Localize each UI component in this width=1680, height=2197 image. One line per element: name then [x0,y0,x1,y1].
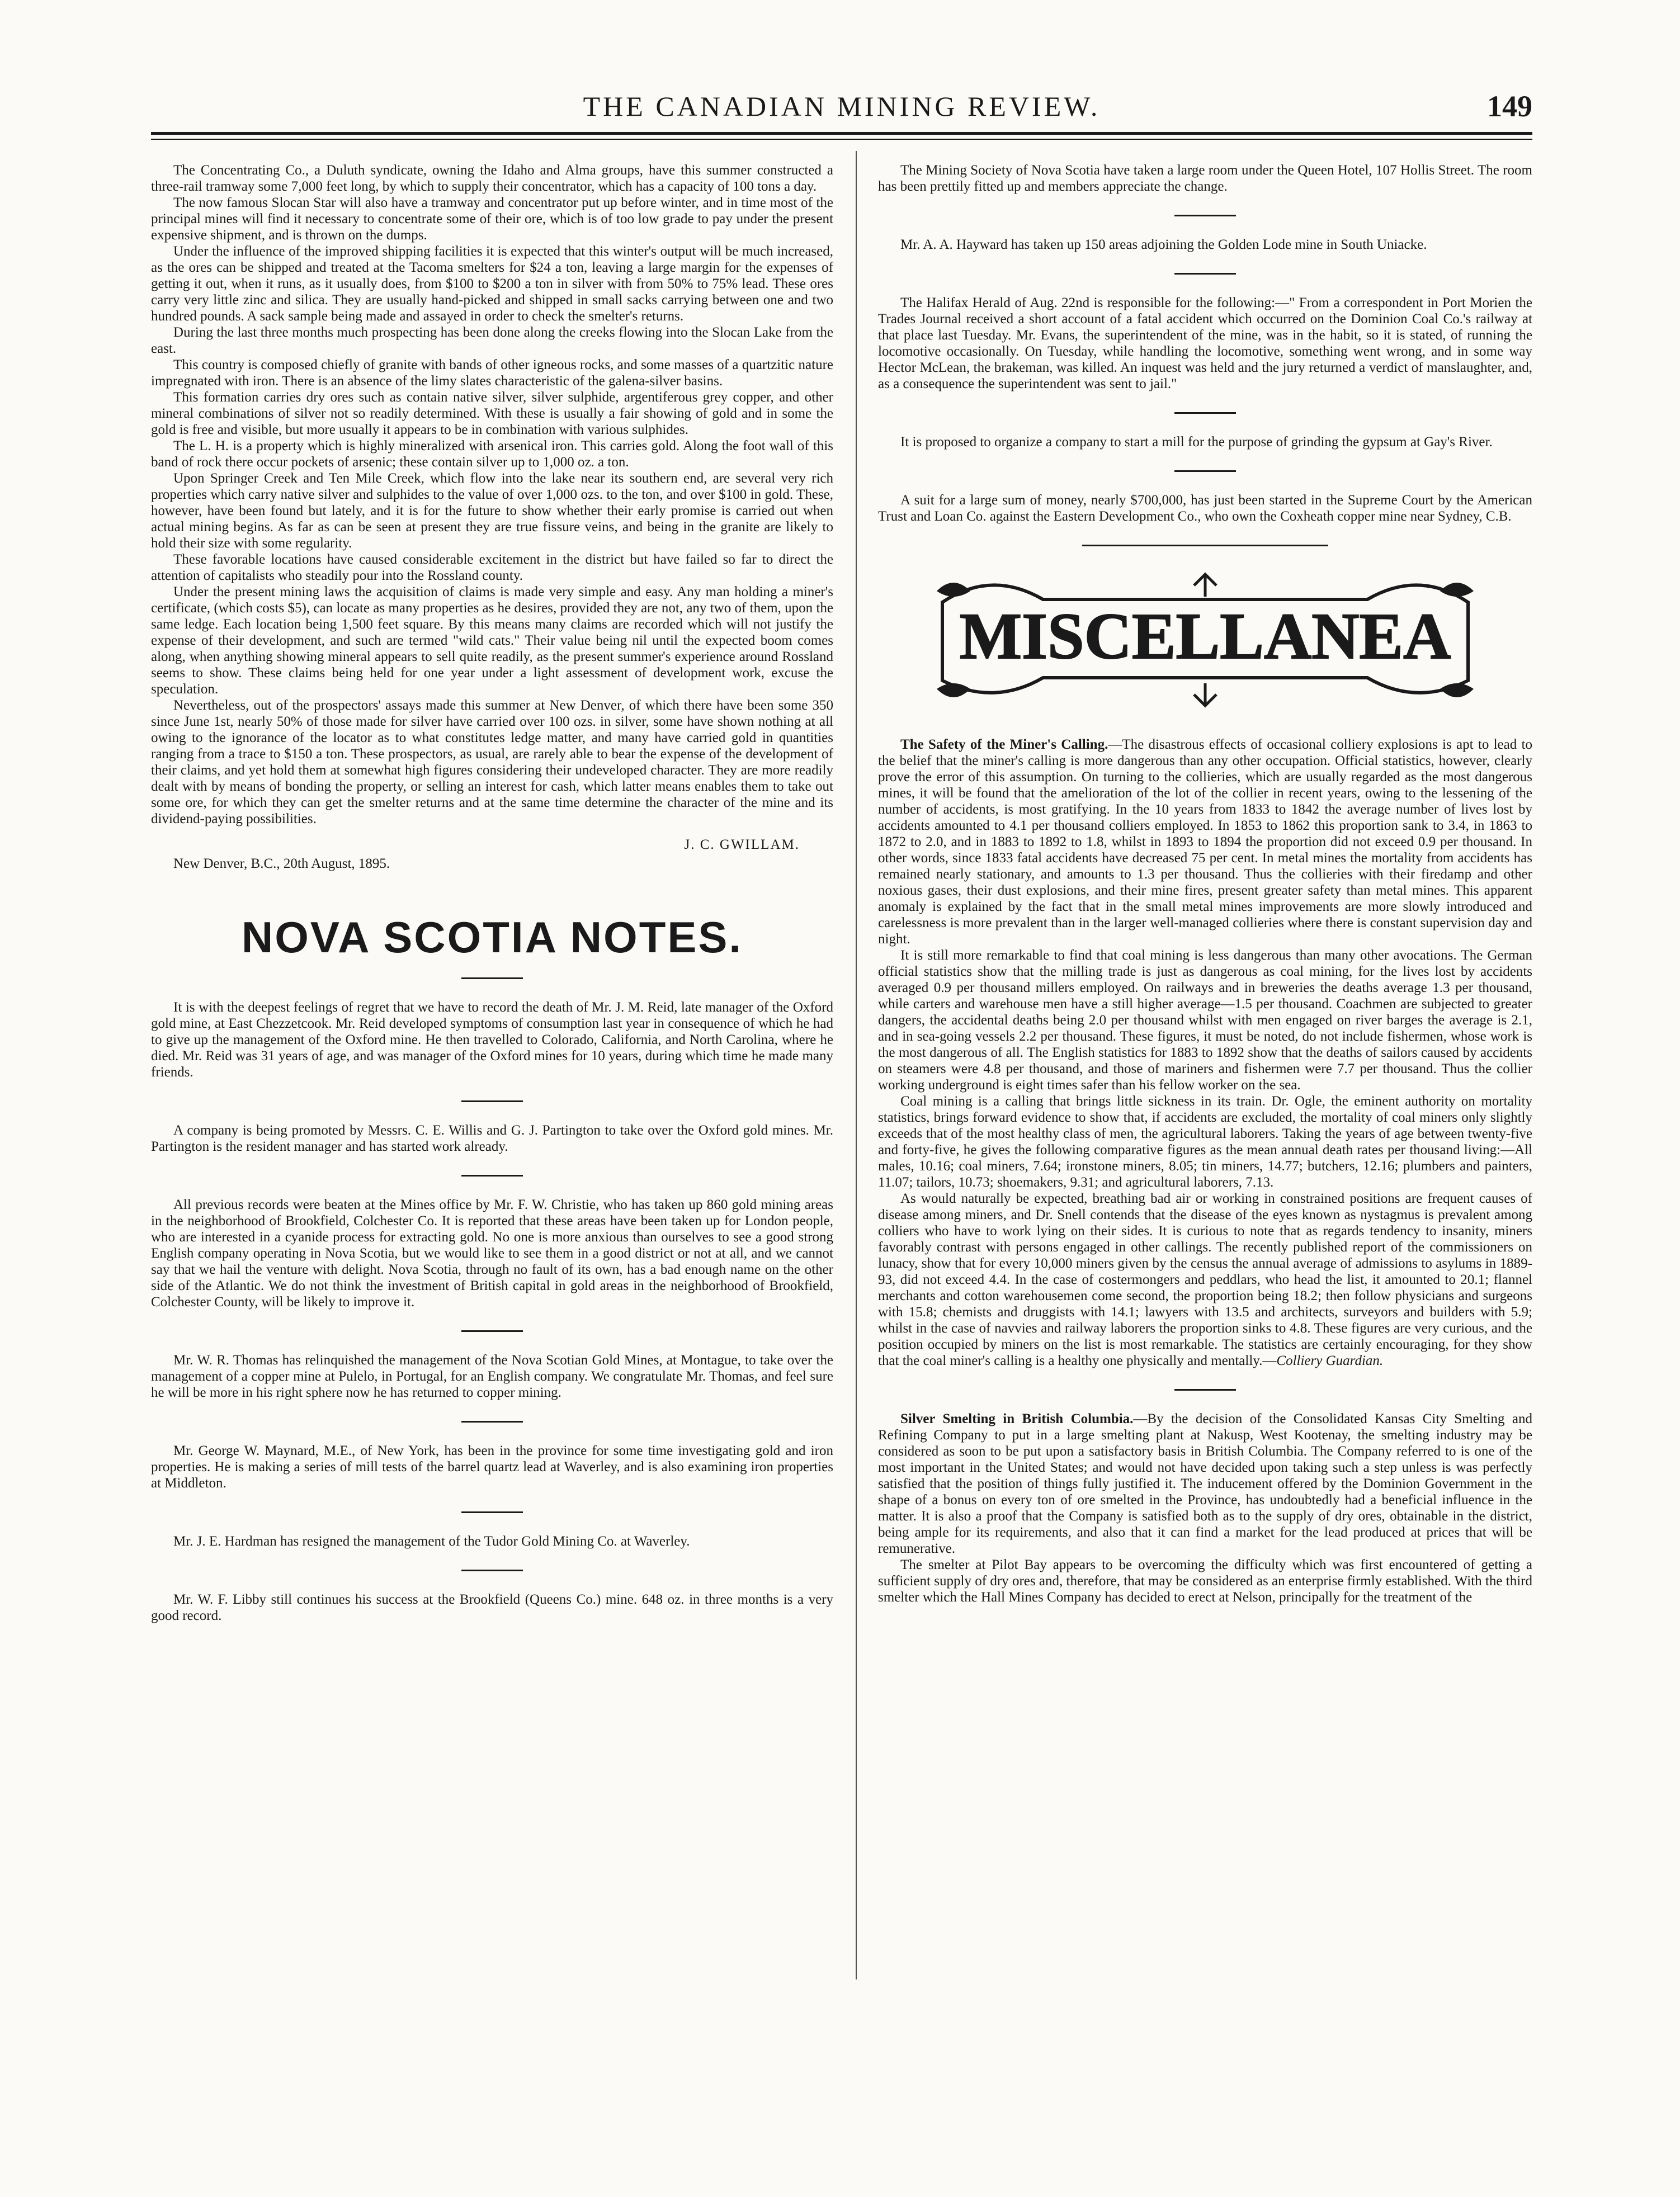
signature-row [151,834,833,878]
article-paragraph: These favorable locations have caused considerable excitement in the district but have failed so far to direct the attention of capitalists who steadily pour into the Rossland county. [151,552,833,583]
item-rule [461,1421,523,1423]
slocan-article [151,162,833,878]
news-item [151,1533,833,1549]
news-item [878,295,1532,392]
news-paragraph: A company is being promoted by Messrs. C. E. Willis and G. J. Partington to take over the Oxford gold mines. Mr. Partington is the resident manager and has started work already. [151,1123,833,1154]
banner-title: MISCELLANEA [959,599,1451,673]
silver-smelting-article [878,1411,1532,1605]
left-column [151,162,833,1644]
item-rule [1174,470,1236,472]
article-paragraph: The Concentrating Co., a Duluth syndicate, owning the Idaho and Alma groups, have this summer constructed a three-rail tramway some 7,000 feet long, by which to supply their concentrator, which has a capacity of 100 tons a day. [151,163,833,194]
news-paragraph: All previous records were beaten at the Mines office by Mr. F. W. Christie, who has taken up 860 gold mining areas in the neighborhood of Brookfield, Colchester Co. It is reported that these areas have been taken up for London people, who are interested in a cyanide process for extracting gold. No one is more anxious than ourselves to see a good strong English company operating in Nova Scotia, but we would like to see them in a good district or not at all, and we cannot say that we hail the venture with delight. Nova Scotia, through no fault of its own, has a bad enough name on the other side of the Atlantic. We do not think the investment of British capital in gold areas in the neighborhood of Brookfield, Colchester County, will be likely to improve it. [151,1197,833,1310]
article-paragraph [878,736,1532,947]
article-text: —The disastrous effects of occasional colliery explosions is apt to lead to the belief that the miner's calling is more dangerous than any other occupation. Official statistics, however, clearly prove the error of this assumption. On turning to the collieries, which are usually regarded as the most dangerous mines, it will be found that the amelioration of the lot of the collier in recent years, owing to the lessening of the number of accidents, is most gratifying. In the 10 years from 1833 to 1842 the average number of lives lost by accidents amounted to 4.1 per thousand colliers employed. In 1853 to 1862 this proportion sank to 3.4, in 1863 to 1872 to 2.0, and in 1883 to 1892 to 1.8, whilst in 1893 to 1894 the proportion did not exceed 0.9 per thousand. In other words, since 1833 fatal accidents have decreased 75 per cent. In metal mines the mortality from accidents has remained nearly stationary, and amounts to 1.3 per thousand. Thus the collieries with their firedamp and other noxious gases, their dust explosions, and their mine fires, present greater safety than metal mines. This apparent anomaly is explained by the fact that in the small metal mines improvements are more slowly introduced and carelessness is more prevalent than in the larger well-managed collieries where there is constant supervision day and night. [878,737,1532,947]
news-paragraph: It is proposed to organize a company to start a mill for the purpose of grinding the gypsum at Gay's River. [900,434,1493,450]
news-item [878,162,1532,195]
article-paragraph: Upon Springer Creek and Ten Mile Creek, which flow into the lake near its southern end, are several very rich properties which carry native silver and sulphides to the value of over 1,000 ozs. to the ton, and over $100 in gold. These, however, have been found but lately, and it is for the future to show whether their early promise is carried out when actual mining begins. As far as can be seen at present they are true fissure veins, and being in the granite are likely to hold their size with some regularity. [151,471,833,551]
miscellanea-banner [931,569,1479,708]
news-item [878,492,1532,525]
page-number: 149 [1487,89,1532,123]
item-rule [461,1511,523,1513]
article-text: —By the decision of the Consolidated Kansas City Smelting and Refining Company to put in a large smelting plant at Nakusp, West Kootenay, the smelting industry may be considered as soon to be put upon a satisfactory basis in British Columbia. The Company referred to is one of the most important in the United States; and would not have decided upon taking such a step unless is was perfectly satisfied that the position of things fully justified it. The inducement offered by the Dominion Government in the shape of a bonus on every ton of ore smelted in the Province, has undoubtedly had a beneficial influence in the matter. It is also a proof that the Company is satisfied both as to the supply of dry ores, obtainable in the district, being ample for its requirements, and also that it can find a market for the lead produced at prices that will be remunerative. [878,1411,1533,1556]
running-header [151,84,1532,129]
article-run-head: The Safety of the Miner's Calling. [900,737,1108,752]
news-paragraph: The Mining Society of Nova Scotia have taken a large room under the Queen Hotel, 107 Hollis Street. The room has been prettily fitted up and members appreciate the change. [878,163,1532,194]
news-paragraph: Mr. W. F. Libby still continues his success at the Brookfield (Queens Co.) mine. 648 oz. in three months is a very good record. [151,1592,833,1623]
article-paragraph: Under the present mining laws the acquisition of claims is made very simple and easy. Any man holding a miner's certificate, (which costs $5), can locate as many properties as he desires, provided they are not, any two of them, upon the same ledge. Each location being 1,500 feet square. By this means many claims are recorded which will not justify the expense of their development, and such are termed "wild cats." Their value being nil until the expected boom comes along, when anything showing mineral appears to sell quite readily, as the present summer's experience around Rossland seems to show. These claims being held for one year under a light assessment of development work, excuse the speculation. [151,584,833,697]
dateline: New Denver, B.C., 20th August, 1895. [173,856,390,871]
item-rule [1174,412,1236,414]
article-paragraph: Coal mining is a calling that brings little sickness in its train. Dr. Ogle, the eminent authority on mortality statistics, brings forward evidence to show that, if accidents are excluded, the mortality of coal miners only slightly exceeds that of the most healthy class of men, the agricultural laborers. Taking the years of age between twenty-five and forty-five, he gives the following comparative figures as the mean annual death rates per thousand living:—All males, 10.16; coal miners, 7.64; ironstone miners, 8.05; tin miners, 14.77; butchers, 12.16; plumbers and painters, 11.07; tailors, 10.73; shoemakers, 9.31; and agricultural laborers, 7.13. [878,1094,1532,1190]
item-rule [461,1100,523,1102]
news-paragraph: Mr. J. E. Hardman has resigned the management of the Tudor Gold Mining Co. at Waverley. [173,1534,690,1549]
nova-scotia-heading: NOVA SCOTIA NOTES. [241,913,743,962]
news-paragraph: A suit for a large sum of money, nearly $700,000, has just been started in the Supreme Court by the American Trust and Loan Co. against the Eastern Development Co., who own the Coxheath copper mine near Sydney, C.B. [878,493,1532,524]
article-text: As would naturally be expected, breathing bad air or working in constrained positions are frequent causes of disease among miners, and Dr. Snell contends that the disease of the eyes known as nystagmus is prevalent among colliers who have to work lying on their sides. It is curious to note that as regards tendency to insanity, miners favorably contrast with persons engaged in other callings. The recently published report of the commissioners on lunacy, show that for every 10,000 miners given by the census the annual average of admissions to asylums in 1889-93, did not exceed 4.4. In the case of costermongers and peddlars, who head the list, it amounted to 20.1; flannel merchants and cotton warehousemen come second, the proportion being 18.2; then follow physicians and surgeons with 15.8; chemists and druggists with 14.1; lawyers with 13.5 and architects, surveyors and builders with 5.9; whilst in the case of navvies and railway laborers the proportion sinks to 4.8. These figures are very curious, and the position occupied by miners on the list is most remarkable. The statistics are certainly encouraging, for they show that the coal miner's calling is a healthy one physically and mentally.— [878,1191,1532,1368]
news-paragraph: It is with the deepest feelings of regret that we have to record the death of Mr. J. M. Reid, late manager of the Oxford gold mine, at East Chezzetcook. Mr. Reid developed symptoms of consumption last year in consequence of which he had to give up the management of the Oxford mine. He then travelled to Colorado, California, and North Carolina, where he died. Mr. Reid was 31 years of age, and was manager of the Oxford mines for 10 years, during which time he made many friends. [151,1000,833,1080]
article-paragraph: The L. H. is a property which is highly mineralized with arsenical iron. This carries gold. Along the foot wall of this band of rock there occur pockets of arsenic; these contain silver up to 1,000 oz. a ton. [151,438,833,470]
right-column [878,162,1532,1626]
article-source: Colliery Guardian. [1276,1353,1384,1368]
section-rule [461,977,523,979]
item-rule [1174,215,1236,216]
journal-title: THE CANADIAN MINING REVIEW. [583,91,1101,122]
item-rule [461,1175,523,1177]
item-rule [1174,273,1236,275]
article-paragraph: Nevertheless, out of the prospectors' assays made this summer at New Denver, of which there have been some 350 since June 1st, nearly 50% of those made for silver have carried over 100 ozs. in silver, some have shown nothing at all owing to the ignorance of the locator as to what constitutes ledge matter, and many have carried gold in quantities ranging from a trace to $150 a ton. These prospectors, as usual, are rarely able to bear the expense of the development of their claims, and yet hold them at somewhat high figures considering their undeveloped character. They are more readily dealt with by means of bonding the property, or selling an interest for cash, which latter means enables them to take out some ore, for which they can get the smelter returns and at the same time determine the character of the mine and its dividend-paying possibilities. [151,698,833,826]
column-divider [856,151,857,1979]
news-item [151,1122,833,1155]
news-item [151,1197,833,1310]
article-paragraph: This formation carries dry ores such as contain native silver, silver sulphide, argentiferous grey copper, and other mineral combinations of silver not so readily determined. With these is usually a fair showing of gold and in some the gold is free and visible, but more usually it appears to be in combination with various sulphides. [151,390,833,437]
article-paragraph: Under the influence of the improved shipping facilities it is expected that this winter's output will be much increased, as the ores can be shipped and treated at the Tacoma smelters for $24 a ton, leaving a large margin for the expenses of getting it out, when it runs, as it usually does, from $100 to $200 a ton in silver with from 50% to 75% lead. These ores carry very little zinc and silica. They are usually hand-picked and shipped in small sacks carrying between one and two hundred pounds. A sack sample being made and assayed in order to check the smelter's returns. [151,244,833,324]
news-paragraph: Mr. W. R. Thomas has relinquished the management of the Nova Scotian Gold Mines, at Montague, to take over the management of a copper mine at Pulelo, in Portugal, for an English company. We congratulate Mr. Thomas, and feel sure he will be more in his right sphere now he has returned to copper mining. [151,1353,833,1400]
safety-article [878,736,1532,1369]
news-item [151,1591,833,1624]
article-paragraph [878,1411,1532,1557]
item-rule [1174,1389,1236,1391]
news-item [878,237,1532,253]
item-rule [461,1330,523,1332]
header-rule-thin [151,139,1532,140]
article-paragraph: It is still more remarkable to find that coal mining is less dangerous than many other avocations. The German official statistics show that the milling trade is just as dangerous as coal mining, for the lives lost by accidents averaged 0.9 per thousand millers employed. On railways and in breweries the deaths average 1.3 per thousand, while carters and warehouse men have a still higher average—1.5 per thousand. Coachmen are subjected to greater dangers, the accidental deaths being 2.0 per thousand whilst with men engaged on river barges the average is 2.1, and in sea-going vessels 2.2 per thousand. These figures, it must be noted, do not include fishermen, whose work is the most dangerous of all. The English statistics for 1883 to 1892 show that the deaths of sailors caused by accidents on steamers were 4.8 per thousand, and those of mariners and fishermen were 7.7 per thousand. Thus the collier working underground is eight times safer than his fellow worker on the sea. [878,948,1532,1093]
news-item [151,999,833,1080]
banner-ornament [931,569,1479,708]
article-paragraph [878,1190,1532,1369]
article-paragraph: This country is composed chiefly of granite with bands of other igneous rocks, and some masses of a quartzitic nature impregnated with iron. There is an absence of the limy slates characteristic of the galena-silver basins. [151,357,833,389]
article-paragraph: The now famous Slocan Star will also have a tramway and concentrator put up before winter, and in time most of the principal mines will find it necessary to concentrate some of their ore, which is of too low grade to pay under the present expensive shipment, and is thrown on the dumps. [151,195,833,243]
news-paragraph: Mr. A. A. Hayward has taken up 150 areas adjoining the Golden Lode mine in South Uniacke. [900,237,1427,252]
news-paragraph: Mr. George W. Maynard, M.E., of New York, has been in the province for some time investigating gold and iron properties. He is making a series of mill tests of the barrel quartz lead at Waverley, and is also examining iron properties at Middleton. [151,1443,833,1491]
news-item [878,434,1532,450]
article-paragraph: The smelter at Pilot Bay appears to be overcoming the difficulty which was first encountered of getting a sufficient supply of dry ores and, therefore, that may be considered as an enterprise firmly established. With the third smelter which the Hall Mines Company has decided to erect at Nelson, principally for the treatment of the [878,1557,1532,1605]
news-paragraph: The Halifax Herald of Aug. 22nd is responsible for the following:—" From a correspondent in Port Morien the Trades Journal received a short account of a fatal accident which occurred on the Dominion Coal Co.'s railway at that place last Tuesday. Mr. Evans, the superintendent of the mine, was in the habit, so it is stated, of running the locomotive occasionally. On Tuesday, while handling the locomotive, something went wrong, and in some way Hector McLean, the brakeman, was killed. An inquest was held and the jury returned a verdict of manslaughter, and, as a consequence the superintendent was sent to jail." [878,295,1532,391]
article-paragraph: During the last three months much prospecting has been done along the creeks flowing into the Slocan Lake from the east. [151,325,833,356]
item-rule [461,1570,523,1571]
author-signature: J. C. GWILLAM. [684,837,800,852]
news-item [151,1443,833,1491]
news-item [151,1352,833,1401]
section-rule [1082,545,1328,546]
header-rule-thick [151,132,1532,135]
article-run-head: Silver Smelting in British Columbia. [900,1411,1134,1426]
